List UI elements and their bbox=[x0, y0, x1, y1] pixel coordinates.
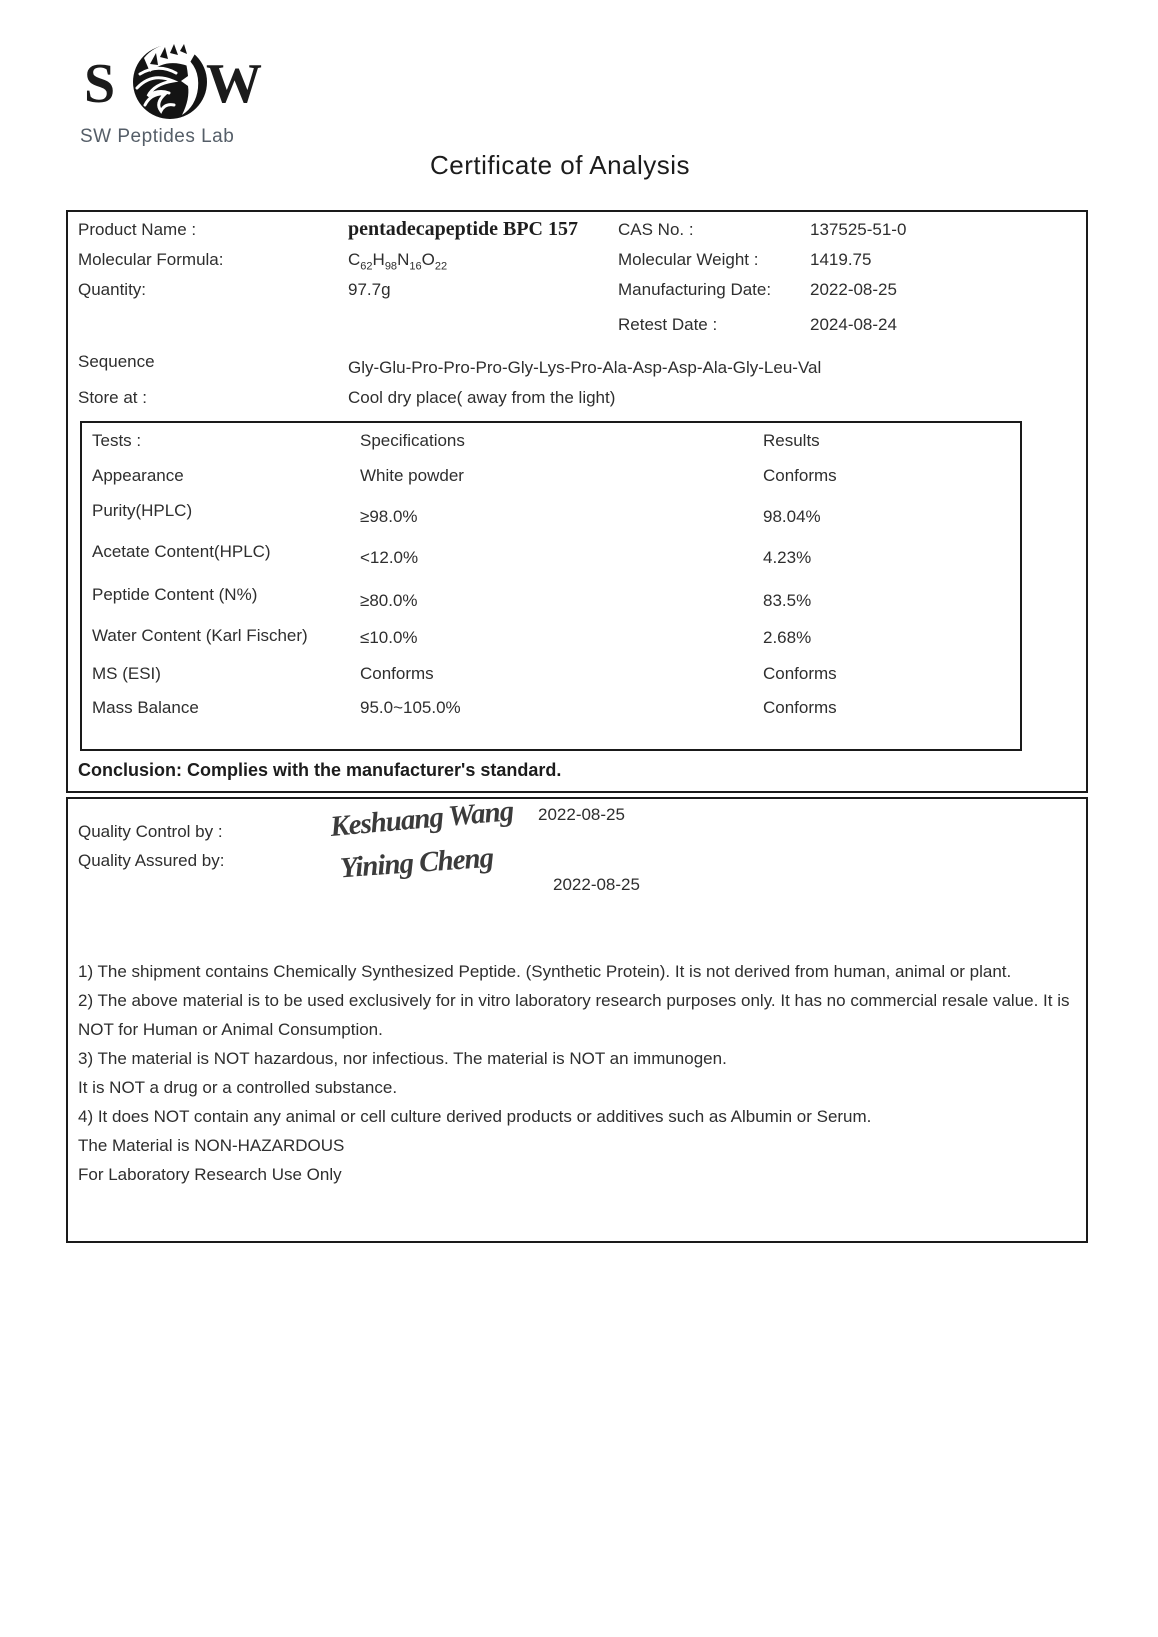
test-name: Purity(HPLC) bbox=[92, 501, 193, 520]
product-name-label: Product Name : bbox=[78, 220, 197, 239]
test-name: Appearance bbox=[92, 466, 184, 485]
quantity-label: Quantity: bbox=[78, 280, 147, 299]
sequence-value: Gly-Glu-Pro-Pro-Pro-Gly-Lys-Pro-Ala-Asp-Asp-Ala-Gly-Leu-Val bbox=[348, 358, 822, 377]
sw-logo bbox=[84, 42, 274, 122]
test-spec: <12.0% bbox=[360, 548, 419, 567]
cas-label: CAS No. : bbox=[618, 220, 694, 239]
store-at-label: Store at : bbox=[78, 388, 147, 407]
note-line: It is NOT a drug or a controlled substance. bbox=[78, 1078, 398, 1097]
qa-signature: Yining Cheng bbox=[339, 841, 495, 885]
retest-date-value: 2024-08-24 bbox=[810, 315, 897, 334]
manufacturing-date-label: Manufacturing Date: bbox=[618, 280, 772, 299]
quantity-value: 97.7g bbox=[348, 280, 391, 299]
conclusion-line: Conclusion: Complies with the manufacturer's standard. bbox=[78, 760, 562, 780]
note-line: 3) The material is NOT hazardous, nor infectious. The material is NOT an immunogen. bbox=[78, 1049, 727, 1068]
signoff-notes-box bbox=[66, 797, 1088, 1243]
svg-text:S: S bbox=[84, 53, 116, 115]
test-result: 2.68% bbox=[763, 628, 812, 647]
molecular-formula-label: Molecular Formula: bbox=[78, 250, 224, 269]
retest-date-label: Retest Date : bbox=[618, 315, 718, 334]
test-spec: ≤10.0% bbox=[360, 628, 418, 647]
store-at-value: Cool dry place( away from the light) bbox=[348, 388, 616, 407]
test-spec: White powder bbox=[360, 466, 464, 485]
qc-signature: Keshuang Wang bbox=[328, 795, 515, 843]
lab-name: SW Peptides Lab bbox=[80, 126, 235, 147]
test-spec: ≥80.0% bbox=[360, 591, 418, 610]
cas-value: 137525-51-0 bbox=[810, 220, 907, 239]
test-name: Acetate Content(HPLC) bbox=[92, 542, 271, 561]
test-name: Mass Balance bbox=[92, 698, 199, 717]
quality-assured-by-label: Quality Assured by: bbox=[78, 851, 225, 870]
test-spec: ≥98.0% bbox=[360, 507, 418, 526]
note-line: The Material is NON-HAZARDOUS bbox=[78, 1136, 345, 1155]
molecular-weight-value: 1419.75 bbox=[810, 250, 872, 269]
note-line: For Laboratory Research Use Only bbox=[78, 1165, 342, 1184]
test-result: 83.5% bbox=[763, 591, 812, 610]
product-name-value: pentadecapeptide BPC 157 bbox=[348, 218, 578, 240]
note-line: 2) The above material is to be used exclusively for in vitro laboratory research purposes only. It has no commercial resale value. It is NOT for Human or Animal Consumption. bbox=[78, 991, 1070, 1039]
test-result: Conforms bbox=[763, 698, 837, 717]
qc-date: 2022-08-25 bbox=[538, 805, 625, 824]
test-name: MS (ESI) bbox=[92, 664, 161, 683]
manufacturing-date-value: 2022-08-25 bbox=[810, 280, 897, 299]
notes-section bbox=[78, 957, 1072, 1189]
test-result: 4.23% bbox=[763, 548, 812, 567]
results-header: Results bbox=[763, 431, 820, 450]
specifications-header: Specifications bbox=[360, 431, 465, 450]
test-result: Conforms bbox=[763, 664, 837, 683]
svg-text:W: W bbox=[206, 53, 262, 115]
note-line: 4) It does NOT contain any animal or cell culture derived products or additives such as Albumin or Serum. bbox=[78, 1107, 872, 1126]
test-name: Peptide Content (N%) bbox=[92, 585, 258, 604]
page-title: Certificate of Analysis bbox=[430, 150, 691, 180]
tests-header: Tests : bbox=[92, 431, 142, 450]
test-result: Conforms bbox=[763, 466, 837, 485]
test-spec: 95.0~105.0% bbox=[360, 698, 461, 717]
test-result: 98.04% bbox=[763, 507, 821, 526]
sequence-label: Sequence bbox=[78, 352, 155, 371]
molecular-formula-value: $C_{62}H_{98}N_{16}O_{22}$ bbox=[348, 250, 448, 273]
product-info-box bbox=[66, 210, 1088, 793]
molecular-weight-label: Molecular Weight : bbox=[618, 250, 759, 269]
sw-logo-graphic bbox=[84, 42, 269, 122]
test-name: Water Content (Karl Fischer) bbox=[92, 626, 308, 645]
note-line: 1) The shipment contains Chemically Synthesized Peptide. (Synthetic Protein). It is not derived from human, animal or plant. bbox=[78, 962, 1012, 981]
test-spec: Conforms bbox=[360, 664, 434, 683]
qa-date: 2022-08-25 bbox=[553, 875, 640, 894]
tests-table bbox=[80, 421, 1022, 751]
quality-control-by-label: Quality Control by : bbox=[78, 822, 223, 841]
